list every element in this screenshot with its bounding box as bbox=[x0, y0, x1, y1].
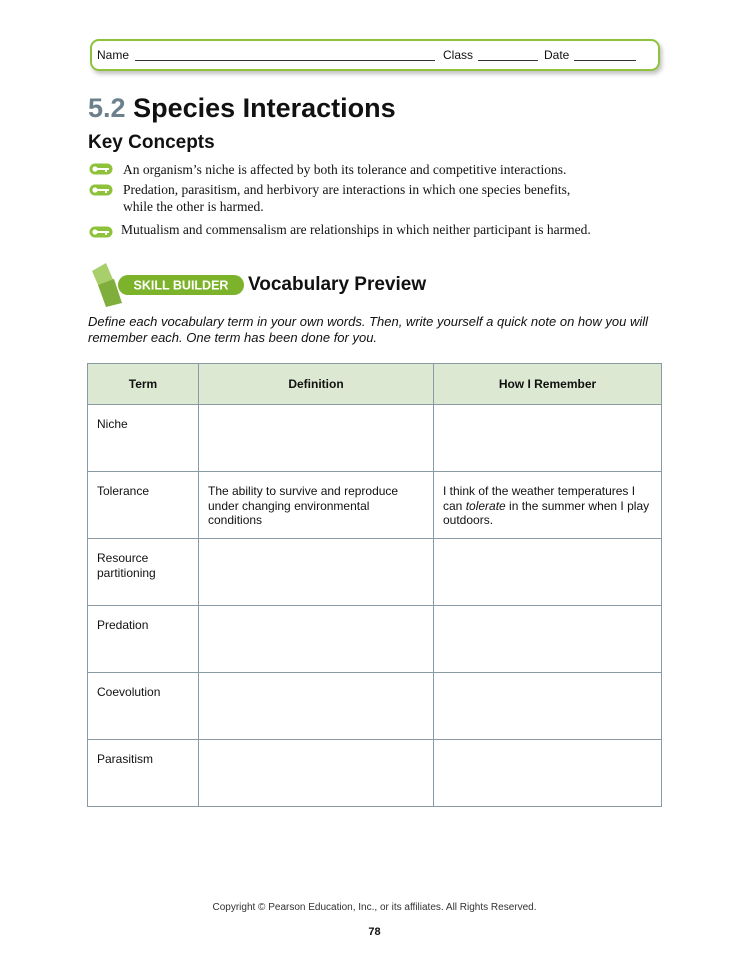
remember-text: I think of the weather temperatures I can tolerate in the summer when I play outdoors. bbox=[443, 484, 650, 527]
remember-cell[interactable] bbox=[434, 740, 662, 807]
definition-header: Definition bbox=[199, 364, 434, 405]
page-title bbox=[88, 93, 396, 124]
remember-cell[interactable] bbox=[434, 405, 662, 472]
term-text: Coevolution bbox=[97, 685, 161, 699]
definition-text bbox=[199, 606, 433, 618]
term-header: Term bbox=[88, 364, 199, 405]
key-icon bbox=[89, 184, 113, 196]
vocabulary-preview-title: Vocabulary Preview bbox=[248, 274, 427, 295]
name-field[interactable] bbox=[135, 60, 435, 61]
term-text: Niche bbox=[97, 417, 128, 431]
remember-cell[interactable] bbox=[434, 606, 662, 673]
term-text: Resource partitioning bbox=[97, 551, 156, 580]
definition-text bbox=[199, 673, 433, 685]
table-header-row bbox=[88, 364, 662, 405]
definition-cell[interactable] bbox=[199, 405, 434, 472]
key-concept-2: Predation, parasitism, and herbivory are interactions in which one species benefits, while the other is harmed. bbox=[123, 182, 571, 214]
remember-text bbox=[434, 539, 661, 551]
skill-builder-label: SKILL BUILDER bbox=[133, 278, 229, 293]
remember-cell[interactable] bbox=[434, 472, 662, 539]
section-title: Species Interactions bbox=[133, 93, 396, 123]
remember-cell[interactable] bbox=[434, 673, 662, 740]
term-text: Tolerance bbox=[97, 484, 150, 498]
date-field[interactable] bbox=[574, 60, 636, 61]
remember-text bbox=[434, 405, 661, 417]
key-icon bbox=[89, 163, 113, 175]
page-number: 78 bbox=[368, 926, 381, 938]
name-class-date-bar bbox=[90, 39, 660, 71]
definition-cell[interactable] bbox=[199, 740, 434, 807]
table-row bbox=[88, 740, 662, 807]
table-row bbox=[88, 539, 662, 606]
definition-cell[interactable] bbox=[199, 606, 434, 673]
term-cell bbox=[88, 472, 199, 539]
date-label: Date bbox=[544, 48, 570, 62]
key-concept-3: Mutualism and commensalism are relationships in which neither participant is harmed. bbox=[121, 222, 591, 237]
instructions: Define each vocabulary term in your own words. Then, write yourself a quick note on how you will remember each. One term has been done for you. bbox=[88, 314, 648, 345]
definition-text bbox=[199, 405, 433, 417]
term-cell bbox=[88, 606, 199, 673]
name-label: Name bbox=[97, 48, 130, 62]
key-concepts-heading: Key Concepts bbox=[88, 132, 215, 153]
term-cell bbox=[88, 539, 199, 606]
term-text: Predation bbox=[97, 618, 149, 632]
table-row bbox=[88, 673, 662, 740]
copyright-notice: Copyright © Pearson Education, Inc., or its affiliates. All Rights Reserved. bbox=[212, 902, 537, 913]
remember-text bbox=[434, 740, 661, 752]
term-cell bbox=[88, 673, 199, 740]
table-row bbox=[88, 405, 662, 472]
definition-cell[interactable] bbox=[199, 472, 434, 539]
vocabulary-table bbox=[87, 363, 662, 807]
remember-header: How I Remember bbox=[434, 364, 662, 405]
definition-text: The ability to survive and reproduce under changing environmental conditions bbox=[208, 484, 399, 527]
term-cell bbox=[88, 740, 199, 807]
term-cell bbox=[88, 405, 199, 472]
class-field[interactable] bbox=[478, 60, 538, 61]
remember-text bbox=[434, 673, 661, 685]
section-number: 5.2 bbox=[88, 93, 126, 123]
table-row bbox=[88, 472, 662, 539]
skill-builder-badge bbox=[88, 263, 248, 307]
definition-text bbox=[199, 740, 433, 752]
table-row bbox=[88, 606, 662, 673]
key-concept-1: An organism’s niche is affected by both its tolerance and competitive interactions. bbox=[123, 162, 567, 177]
remember-cell[interactable] bbox=[434, 539, 662, 606]
remember-text bbox=[434, 606, 661, 618]
definition-cell[interactable] bbox=[199, 539, 434, 606]
definition-cell[interactable] bbox=[199, 673, 434, 740]
class-label: Class bbox=[443, 48, 474, 62]
definition-text bbox=[199, 539, 433, 551]
key-icon bbox=[89, 226, 113, 238]
term-text: Parasitism bbox=[97, 752, 154, 766]
